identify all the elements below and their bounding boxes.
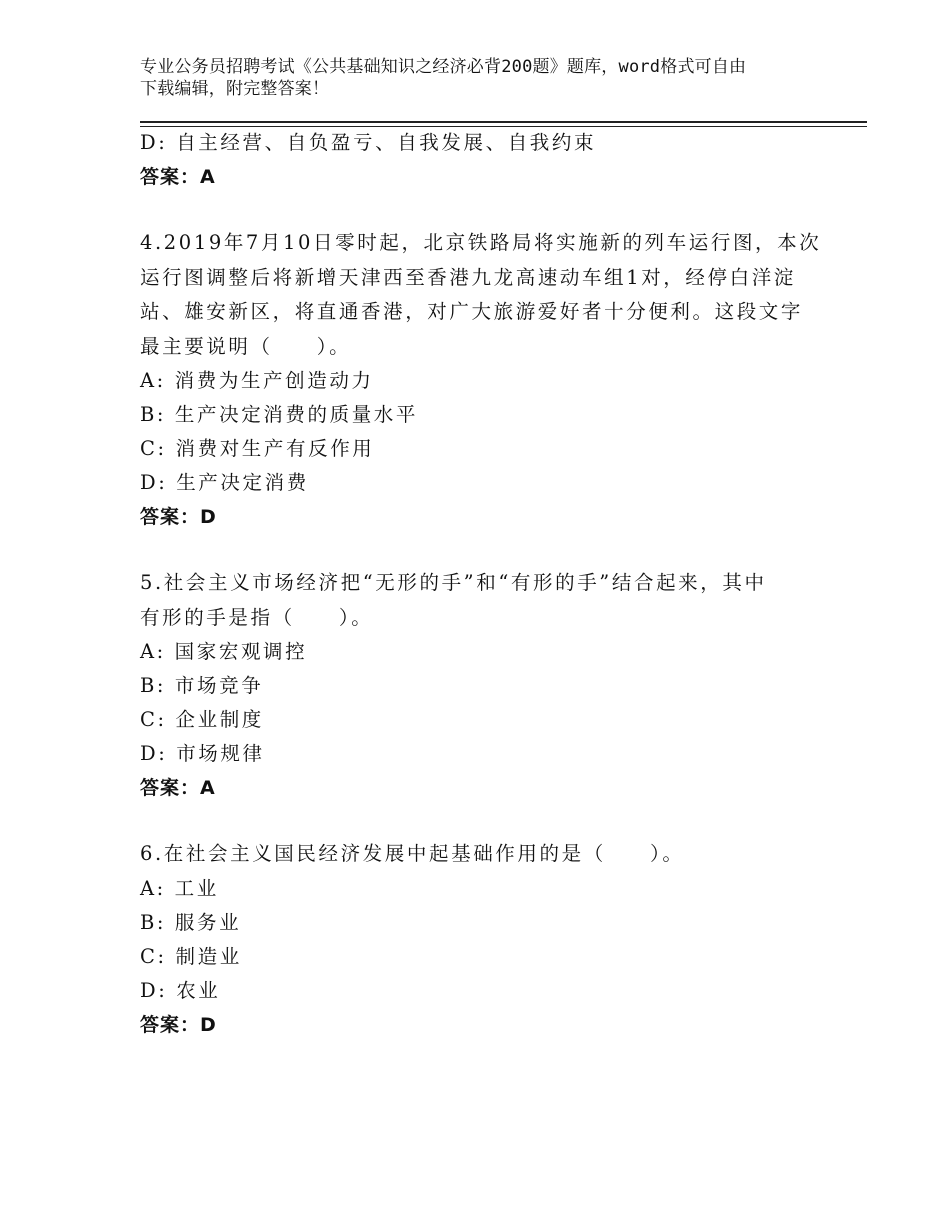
document-body: [140, 126, 822, 1042]
question-stem-line: 4.2019年7月10日零时起，北京铁路局将实施新的列车运行图，本次: [140, 231, 822, 254]
option-d: D: 自主经营、自负盈亏、自我发展、自我约束: [140, 131, 597, 154]
option-b: B: 生产决定消费的质量水平: [140, 403, 418, 426]
option-d: D: 市场规律: [140, 742, 265, 765]
header-title-line-1: 专业公务员招聘考试《公共基础知识之经济必背200题》题库，word格式可自由: [140, 57, 747, 77]
header-divider-thick: [140, 121, 867, 123]
question-stem-line: 5.社会主义市场经济把“无形的手”和“有形的手”结合起来，其中: [140, 571, 767, 594]
option-d: D: 农业: [140, 978, 221, 1002]
option-c: C: 制造业: [140, 944, 242, 968]
answer-line: 答案：A: [140, 777, 216, 799]
option-b: B: 市场竞争: [140, 674, 264, 697]
question-stem-line: 最主要说明（ ）。: [140, 334, 352, 358]
option-c: C: 企业制度: [140, 708, 264, 731]
answer-line: 答案：D: [140, 506, 217, 528]
question-stem-line: 6.在社会主义国民经济发展中起基础作用的是（ ）。: [140, 842, 685, 865]
answer-line: 答案：A: [140, 166, 216, 188]
question-6: [140, 837, 810, 1042]
option-b: B: 服务业: [140, 910, 242, 934]
option-a: A: 国家宏观调控: [140, 640, 308, 663]
question-3-tail: [140, 126, 810, 194]
option-a: A: 消费为生产创造动力: [140, 369, 374, 392]
question-stem-line: 运行图调整后将新增天津西至香港九龙高速动车组1对，经停白洋淀: [140, 265, 796, 289]
option-c: C: 消费对生产有反作用: [140, 437, 375, 460]
question-stem-line: 站、雄安新区，将直通香港，对广大旅游爱好者十分便利。这段文字: [140, 300, 804, 323]
document-header: [140, 56, 820, 100]
question-stem-line: 有形的手是指（ ）。: [140, 605, 374, 629]
question-5: [140, 566, 810, 805]
option-d: D: 生产决定消费: [140, 471, 309, 494]
header-title-line-2: 下载编辑，附完整答案！: [140, 79, 330, 99]
answer-line: 答案：D: [140, 1013, 217, 1036]
option-a: A: 工业: [140, 876, 219, 900]
question-4: [140, 226, 822, 534]
